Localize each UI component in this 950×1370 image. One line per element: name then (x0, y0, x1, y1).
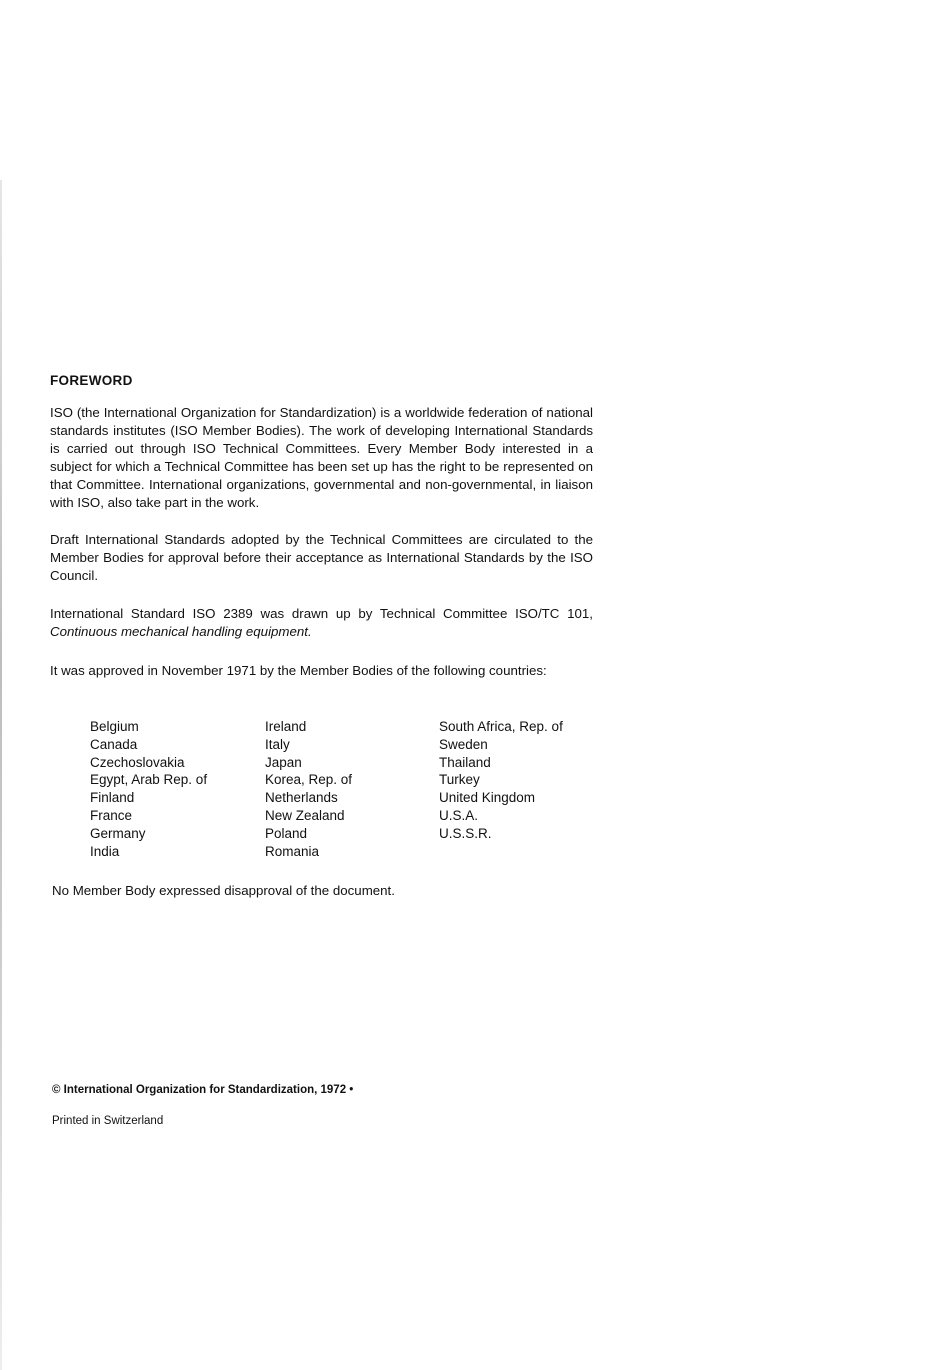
printed-in-notice: Printed in Switzerland (52, 1115, 164, 1127)
country-item: Turkey (439, 772, 480, 788)
country-column-3 (439, 718, 563, 843)
country-item: Japan (265, 754, 302, 770)
country-item: India (90, 843, 120, 859)
country-item: New Zealand (265, 807, 345, 823)
country-item: South Africa, Rep. of (439, 719, 563, 734)
country-item: Czechoslovakia (90, 754, 185, 770)
country-item: Poland (265, 825, 308, 841)
country-item: U.S.A. (439, 807, 479, 823)
foreword-paragraph-drafts: Draft International Standards adopted by the Technical Committees are circulated to the Member Bodies for approval before their acceptance as International Standards by the ISO Council. (50, 532, 593, 583)
country-column-1 (90, 718, 207, 860)
country-item: France (90, 807, 133, 823)
country-item: Thailand (439, 754, 491, 770)
country-item: Egypt, Arab Rep. of (90, 772, 208, 788)
country-item: Italy (265, 736, 290, 752)
foreword-paragraph-disapproval: No Member Body expressed disapproval of the document. (52, 883, 395, 898)
country-item: U.S.S.R. (439, 825, 492, 841)
country-item: Romania (265, 843, 320, 859)
copyright-notice: © International Organization for Standardization, 1972 • (52, 1084, 354, 1096)
committee-title: Continuous mechanical handling equipment. (50, 624, 312, 639)
country-item: Germany (90, 825, 146, 841)
foreword-paragraph-approval: It was approved in November 1971 by the Member Bodies of the following countries: (50, 663, 547, 678)
country-item: Ireland (265, 719, 307, 734)
country-item: United Kingdom (439, 790, 536, 806)
country-item: Netherlands (265, 790, 338, 806)
foreword-heading: FOREWORD (50, 373, 133, 388)
country-item: Finland (90, 790, 135, 806)
country-item: Canada (90, 736, 138, 752)
country-item: Sweden (439, 736, 488, 752)
country-column-2 (265, 718, 352, 860)
foreword-paragraph-committee (50, 605, 593, 641)
foreword-paragraph-iso: ISO (the International Organization for Standardization) is a worldwide federation of national standards institutes (ISO Member Bodies). The work of developing International Standards is carried out through ISO Technical Committees. Every Member Body interested in a subject for which a Technical Committee has been set up has the right to be represented on that Committee. International organizations, governmental and non-governmental, in liaison with ISO, also take part in the work. (50, 405, 593, 510)
committee-text: International Standard ISO 2389 was drawn up by Technical Committee ISO/TC 101, (50, 606, 593, 621)
country-item: Belgium (90, 719, 139, 734)
page-edge-shadow (0, 180, 2, 1370)
country-item: Korea, Rep. of (265, 772, 353, 788)
